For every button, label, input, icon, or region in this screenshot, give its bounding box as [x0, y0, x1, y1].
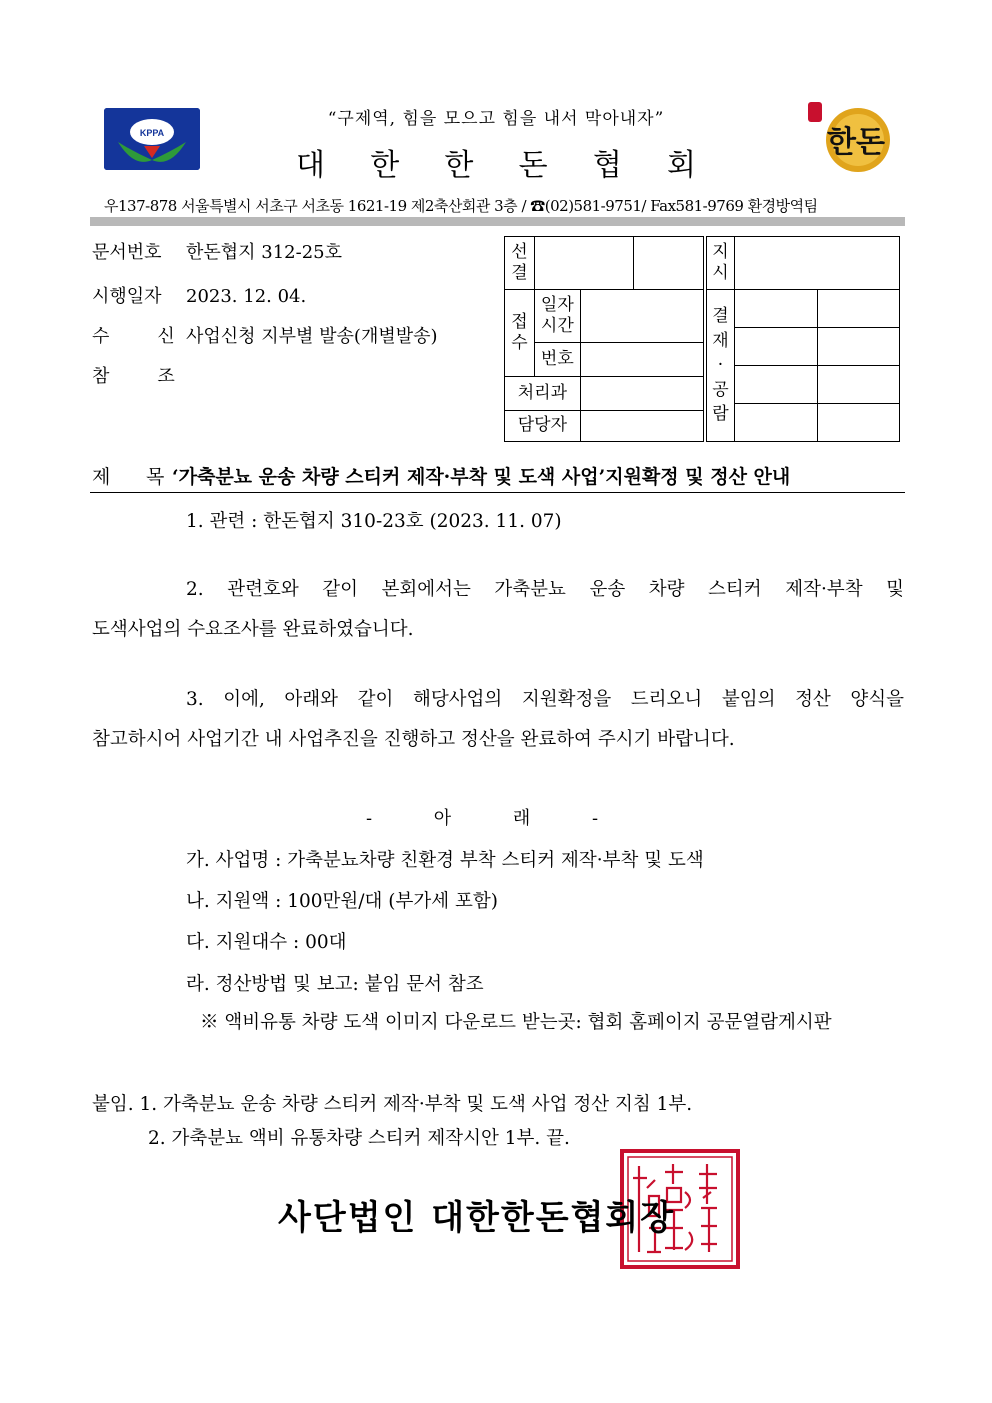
damdangja-cell: 담당자: [505, 411, 581, 442]
date-value: 2023. 12. 04.: [186, 286, 307, 307]
sign-box: [818, 290, 900, 328]
recipient-label: 수신: [92, 326, 223, 347]
paragraph-3-line-1: 3. 이에, 아래와 같이 해당사업의 지원확정을 드리오니 붙임의 정산 양식을: [186, 689, 904, 710]
header-divider: [90, 217, 905, 226]
beonho-cell: 번호: [534, 343, 580, 377]
approval-table-left: [504, 236, 704, 442]
item-support-count: 다. 지원대수 : 00대: [186, 932, 347, 953]
doc-number-label: 문서번호: [92, 242, 162, 263]
item-settlement: 라. 정산방법 및 보고: 붙임 문서 참조: [186, 974, 484, 995]
attachment-1: 붙임. 1. 가축분뇨 운송 차량 스티커 제작·부착 및 도색 사업 정산 지침 1부.: [92, 1094, 693, 1115]
paragraph-2-line-1: 2. 관련호와 같이 본회에서는 가축분뇨 운송 차량 스티커 제작·부착 및: [186, 579, 904, 600]
org-char: 협: [592, 148, 622, 183]
below-heading: - 아 래 -: [365, 808, 627, 829]
sign-box: [818, 366, 900, 404]
organization-name: [296, 140, 696, 184]
subject-label-a: 제: [92, 466, 111, 488]
seon-gyeol-blank: [534, 237, 633, 290]
org-char: 한: [370, 148, 400, 183]
org-char: 대: [296, 148, 325, 183]
damdangja-value: [580, 411, 703, 442]
address-line: 우137-878 서울특별시 서초구 서초동 1621-19 제2축산회관 3층 / ☎(02)581-9751/ Fax581-9769 환경방역팀: [104, 197, 818, 215]
sign-box: [734, 290, 818, 328]
paragraph-3: [92, 680, 904, 760]
reference-row: [92, 362, 223, 388]
jisi-cell: 지 시: [707, 237, 735, 290]
sign-box: [818, 328, 900, 366]
paragraph-3-line-2: 참고하시어 사업기간 내 사업추진을 진행하고 정산을 완료하여 주시기 바랍니다.: [92, 729, 735, 750]
slogan: “구제역, 힘을 모으고 힘을 내서 막아내자”: [327, 109, 665, 129]
org-char: 회: [667, 148, 696, 183]
subject-line: [92, 462, 904, 489]
attachment-2: 2. 가축분뇨 액비 유통차량 스티커 제작시안 1부. 끝.: [148, 1128, 570, 1149]
handon-logo: [808, 98, 894, 178]
paragraph-2-line-2: 도색사업의 수요조사를 완료하였습니다.: [92, 619, 414, 640]
doc-number: 한돈협지 312-25호: [186, 242, 343, 263]
cheorigwa-cell: 처리과: [505, 377, 581, 411]
approval-table-right: [706, 236, 900, 442]
logo-han-text: 한돈: [827, 125, 885, 160]
gyeoljae-gongram-cell: 결 재 · 공 람: [707, 290, 735, 442]
recipient-value: 사업신청 지부별 발송(개별발송): [186, 326, 438, 347]
subject-text: ‘가축분뇨 운송 차량 스티커 제작·부착 및 도색 사업’지원확정 및 정산 안내: [172, 466, 791, 488]
jeopsu-cell: 접 수: [505, 290, 535, 377]
cheorigwa-value: [580, 377, 703, 411]
beonho-value: [580, 343, 703, 377]
sign-box: [734, 404, 818, 442]
note-download: ※ 액비유통 차량 도색 이미지 다운로드 받는곳: 협회 홈페이지 공문열람게시판: [200, 1012, 832, 1033]
subject-label-b: 목: [146, 466, 165, 488]
logo-kppa-text: KPPA: [139, 128, 165, 138]
sign-box: [818, 404, 900, 442]
recipient-row: [92, 322, 438, 348]
paragraph-2: [92, 570, 904, 650]
org-char: 돈: [518, 148, 548, 183]
seon-gyeol-blank: [634, 237, 704, 290]
item-support-amount: 나. 지원액 : 100만원/대 (부가세 포함): [186, 891, 498, 912]
reference-label: 참조: [92, 366, 223, 387]
date-label: 시행일자: [92, 286, 162, 307]
item-business-name: 가. 사업명 : 가축분뇨차량 친환경 부착 스티커 제작·부착 및 도색: [186, 850, 704, 871]
paragraph-1: 1. 관련 : 한돈협지 310-23호 (2023. 11. 07): [186, 511, 562, 532]
jisi-value: [734, 237, 899, 290]
ilja-value: [580, 290, 703, 343]
doc-number-row: [92, 238, 342, 264]
date-row: [92, 282, 306, 308]
org-char: 한: [444, 148, 474, 183]
kppa-logo: [104, 108, 200, 170]
sign-box: [734, 366, 818, 404]
signature-org: 사단법인 대한한돈협회장: [278, 1198, 676, 1238]
subject-underline: [90, 492, 905, 493]
seon-gyeol-cell: 선 결: [505, 237, 535, 290]
ilja-sigan-cell: 일자 시간: [534, 290, 580, 343]
sign-box: [734, 328, 818, 366]
